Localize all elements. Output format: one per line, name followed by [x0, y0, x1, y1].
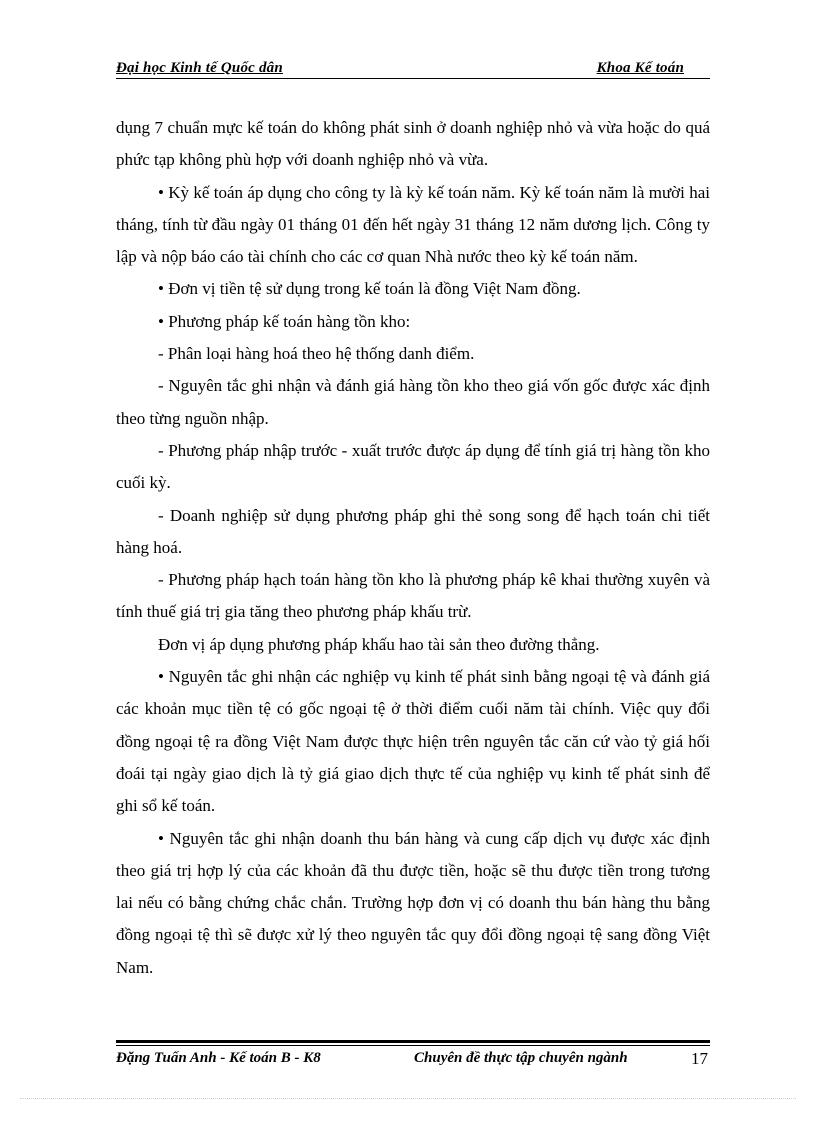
page-header [116, 60, 710, 78]
paragraph: - Phân loại hàng hoá theo hệ thống danh điểm. [158, 344, 475, 364]
footer-author: Đặng Tuấn Anh - Kế toán B - K8 [116, 1050, 321, 1066]
document-body [116, 112, 710, 984]
paragraph: • Nguyên tắc ghi nhận các nghiệp vụ kinh tế phát sinh bằng ngoại tệ và đánh giá các khoản mục tiền tệ có gốc ngoại tệ ở thời điểm cuối năm tài chính. Việc quy đổi đồng ngoại tệ ra đồng Việt Nam được thực hiện trên nguyên tắc căn cứ vào tỷ giá hối đoái tại ngày giao dịch là tỷ giá giao dịch thực tế của nghiệp vụ kinh tế phát sinh để ghi sổ kế toán. [116, 667, 710, 816]
paragraph: dụng 7 chuẩn mực kế toán do không phát sinh ở doanh nghiệp nhỏ và vừa hoặc do quá phức tạp không phù hợp với doanh nghiệp nhỏ và vừa. [116, 118, 710, 170]
paragraph: - Phương pháp hạch toán hàng tồn kho là phương pháp kê khai thường xuyên và tính thuế giá trị gia tăng theo phương pháp khấu trừ. [116, 570, 710, 622]
paragraph: • Phương pháp kế toán hàng tồn kho: [158, 311, 411, 331]
page-bottom-border [20, 1098, 796, 1099]
header-university: Đại học Kinh tế Quốc dân [116, 60, 283, 76]
paragraph: - Phương pháp nhập trước - xuất trước được áp dụng để tính giá trị hàng tồn kho cuối kỳ. [116, 440, 710, 493]
header-faculty: Khoa Kế toán [596, 60, 684, 76]
paragraph: - Nguyên tắc ghi nhận và đánh giá hàng tồn kho theo giá vốn gốc được xác định theo từng nguồn nhập. [116, 376, 710, 428]
header-rule [116, 78, 710, 79]
paragraph: Đơn vị áp dụng phương pháp khấu hao tài sản theo đường thẳng. [158, 634, 600, 654]
paragraph: • Nguyên tắc ghi nhận doanh thu bán hàng và cung cấp dịch vụ được xác định theo giá trị hợp lý của các khoản đã thu được tiền, hoặc sẽ thu được tiền trong tương lai nếu có bằng chứng chắc chắn. Trường hợp đơn vị có doanh thu bán hàng thu bằng đồng ngoại tệ thì sẽ được xử lý theo nguyên tắc quy đổi đồng ngoại tệ sang đồng Việt Nam. [116, 828, 710, 977]
footer-report-title: Chuyên đề thực tập chuyên ngành [414, 1050, 628, 1066]
page-number: 17 [691, 1049, 708, 1068]
page-footer [116, 1050, 710, 1070]
paragraph: - Doanh nghiệp sử dụng phương pháp ghi thẻ song song để hạch toán chi tiết hàng hoá. [116, 505, 710, 557]
paragraph: • Kỳ kế toán áp dụng cho công ty là kỳ kế toán năm. Kỳ kế toán năm là mười hai tháng, tính từ đầu ngày 01 tháng 01 đến hết ngày 31 tháng 12 năm dương lịch. Công ty lập và nộp báo cáo tài chính cho các cơ quan Nhà nước theo kỳ kế toán năm. [116, 182, 710, 267]
footer-rule [116, 1040, 710, 1046]
paragraph: • Đơn vị tiền tệ sử dụng trong kế toán là đồng Việt Nam đồng. [158, 279, 581, 299]
